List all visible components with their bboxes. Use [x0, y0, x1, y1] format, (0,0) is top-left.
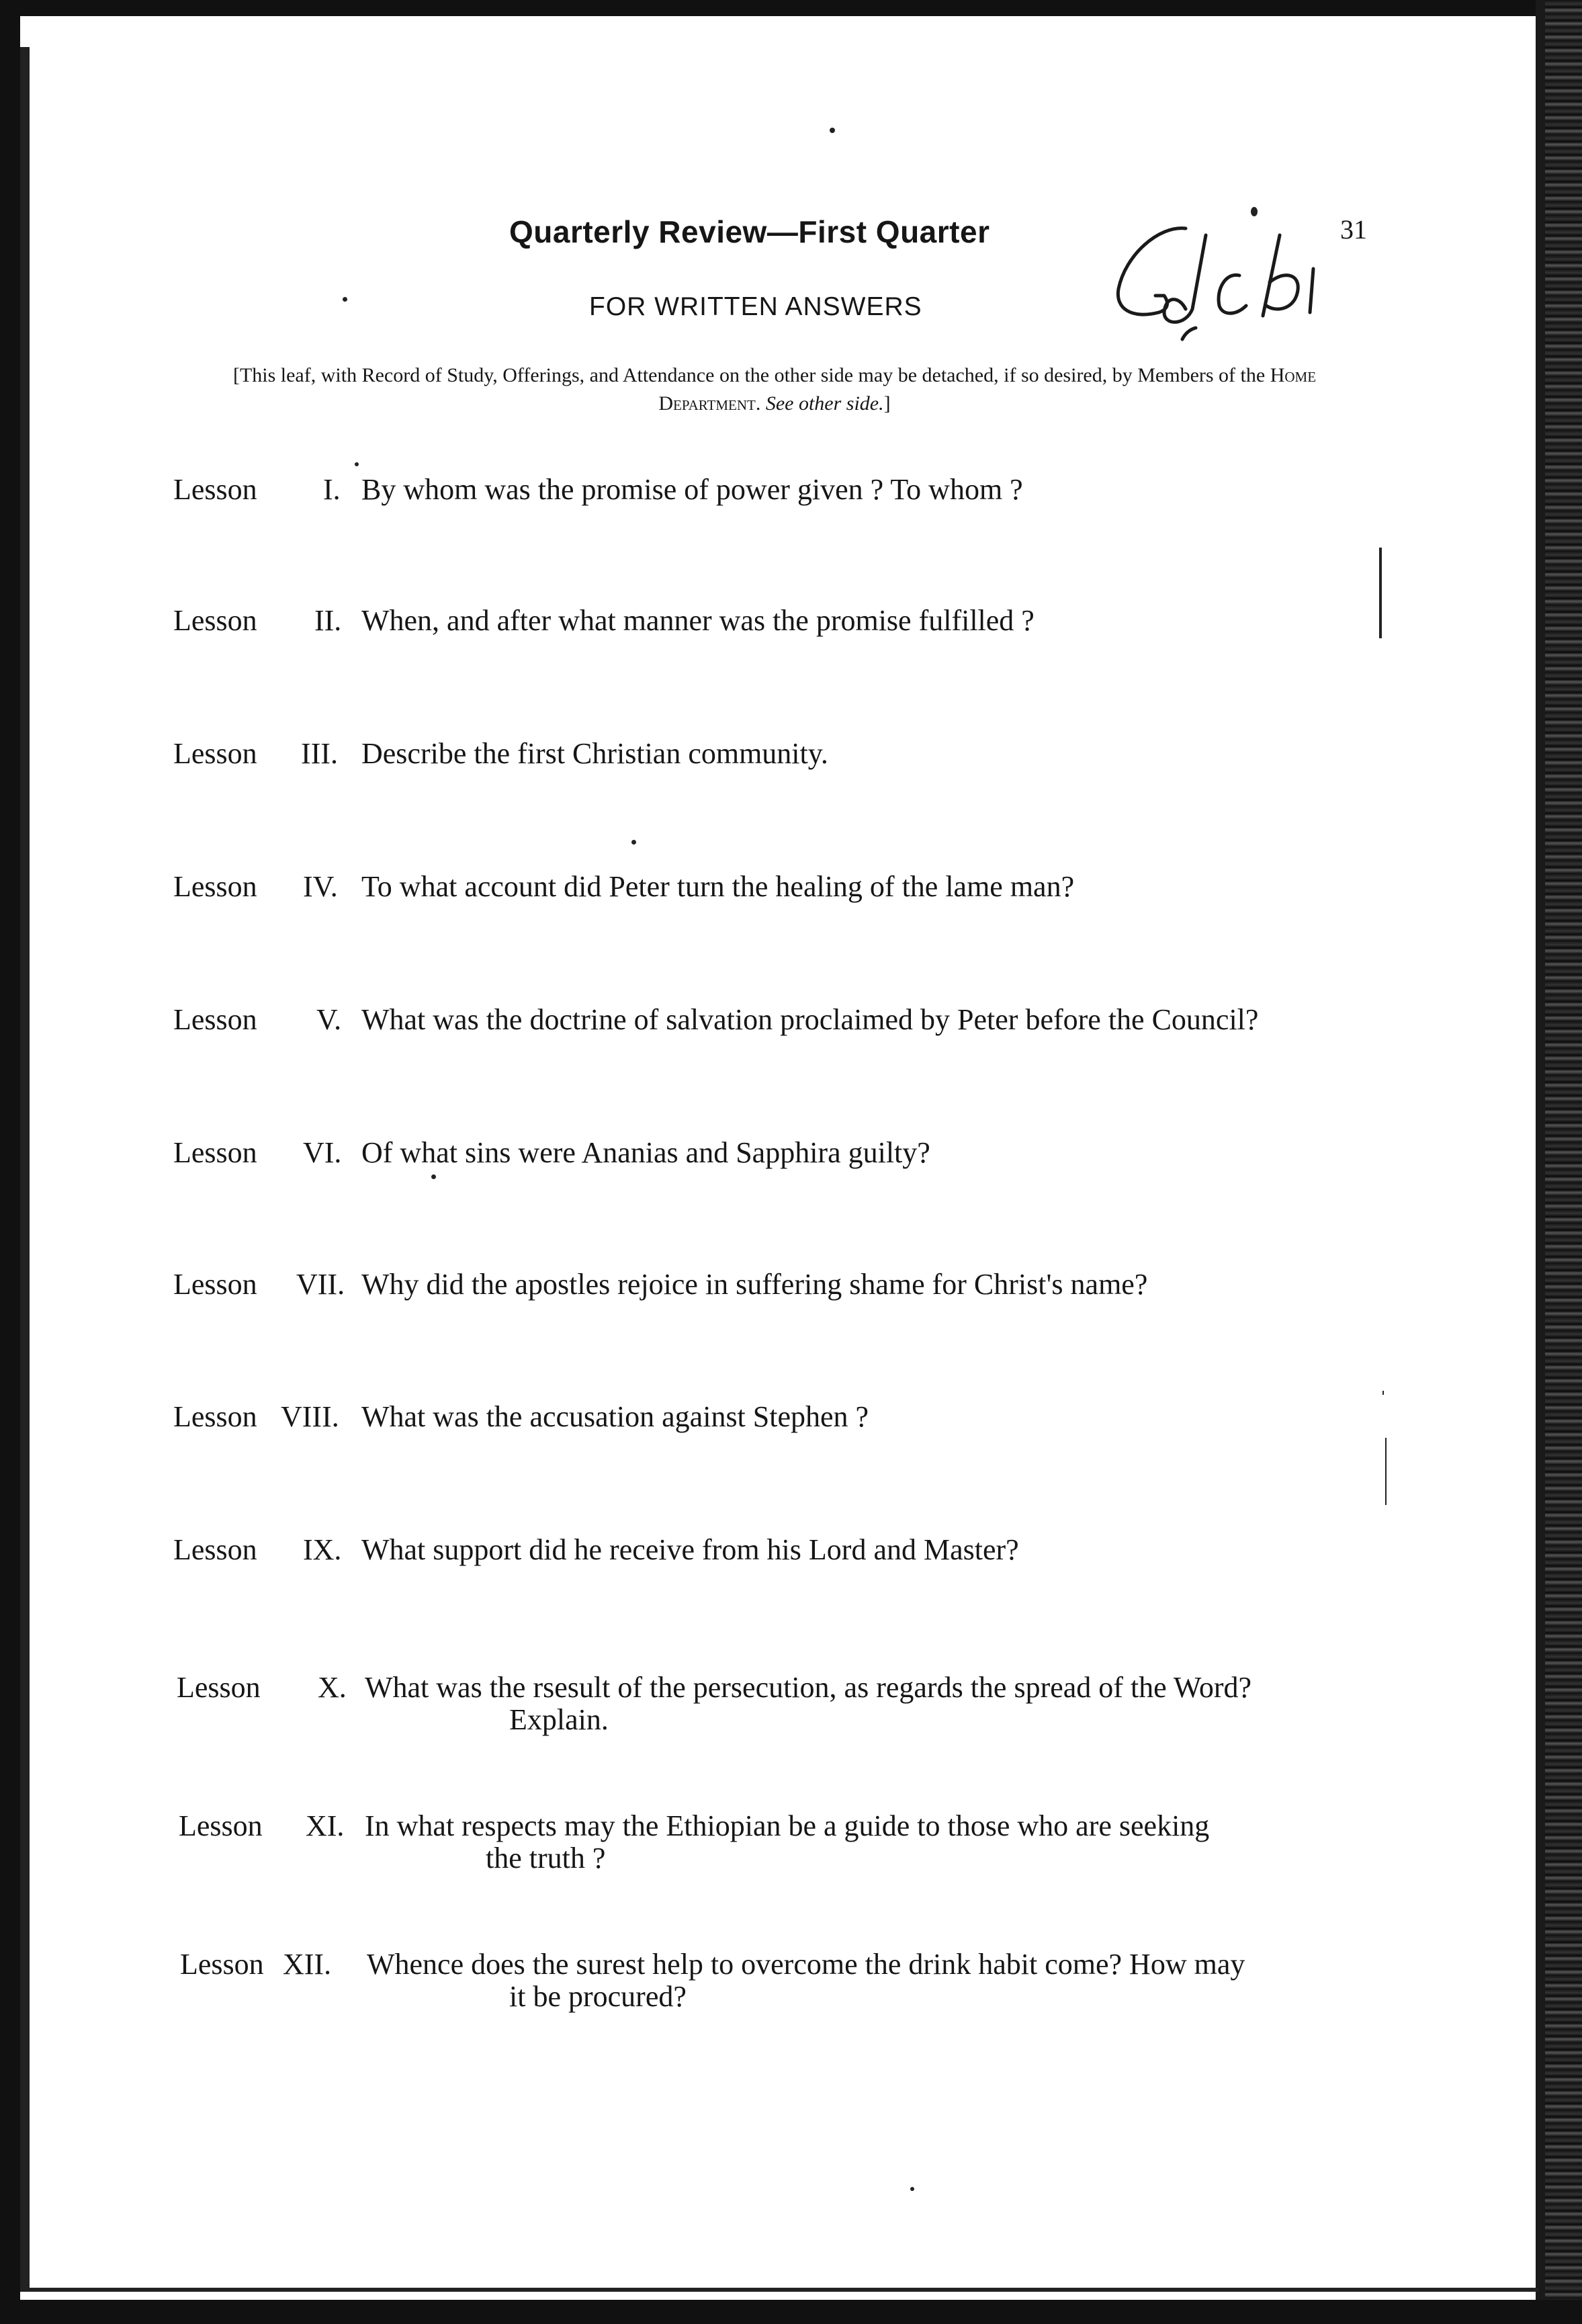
lesson-number: VIII. — [281, 1400, 339, 1433]
note-department: Home Department — [658, 364, 1317, 415]
lesson-question: What support did he receive from his Lord and Master? — [361, 1533, 1019, 1566]
lesson-label: Lesson — [173, 737, 257, 770]
page-title: Quarterly Review—First Quarter — [509, 214, 990, 249]
lesson-question: Whence does the surest help to overcome the drink habit come? How may — [367, 1948, 1245, 1981]
note-text-separator: . — [755, 392, 766, 415]
lesson-question: What was the accusation against Stephen ? — [361, 1400, 869, 1433]
scan-border-top — [0, 0, 1582, 16]
lesson-question: To what account did Peter turn the healing of the lame man? — [361, 870, 1075, 903]
scan-border-left — [0, 0, 20, 2324]
lesson-question: Describe the first Christian community. — [361, 737, 828, 770]
lesson-number: II. — [314, 604, 342, 637]
scan-border-right-edge — [1536, 0, 1545, 2324]
lesson-label: Lesson — [173, 870, 257, 903]
lesson-number: X. — [318, 1671, 347, 1704]
lesson-label: Lesson — [173, 473, 257, 506]
instruction-note — [180, 361, 1369, 418]
lesson-number: I. — [323, 473, 341, 506]
lesson-label: Lesson — [173, 604, 257, 637]
lesson-question: By whom was the promise of power given ? To whom ? — [361, 473, 1023, 506]
lesson-label: Lesson — [173, 1136, 257, 1169]
lesson-question-continuation: Explain. — [509, 1703, 609, 1736]
lesson-label: Lesson — [179, 1809, 263, 1842]
scan-speck — [355, 462, 359, 466]
handwritten-signature — [1085, 195, 1340, 370]
page-number: 31 — [1340, 214, 1367, 245]
scan-border-bottom — [0, 2300, 1582, 2324]
scan-speck — [910, 2187, 914, 2191]
lesson-label: Lesson — [177, 1671, 261, 1704]
lesson-number: XI. — [306, 1809, 345, 1842]
scan-speck — [431, 1174, 436, 1179]
scan-speck — [343, 297, 347, 302]
lesson-question-continuation: it be procured? — [509, 1980, 687, 2013]
lesson-question: Why did the apostles rejoice in suffering shame for Christ's name? — [361, 1268, 1148, 1301]
lesson-question: When, and after what manner was the promise fulfilled ? — [361, 604, 1035, 637]
lesson-number: V. — [316, 1003, 342, 1036]
note-text-end: ] — [883, 392, 891, 415]
lesson-label: Lesson — [173, 1268, 257, 1301]
lesson-question: What was the rsesult of the persecution, as regards the spread of the Word? — [365, 1671, 1252, 1704]
margin-mark — [1382, 1391, 1384, 1395]
lesson-question-continuation: the truth ? — [486, 1842, 606, 1875]
scan-border-right — [1545, 0, 1582, 2324]
lesson-number: IX. — [303, 1533, 342, 1566]
scan-border-left-inner — [20, 47, 30, 2291]
lesson-question: In what respects may the Ethiopian be a guide to those who are seeking — [365, 1809, 1210, 1842]
lesson-label: Lesson — [180, 1948, 264, 1981]
margin-mark — [1379, 548, 1382, 638]
lesson-question: Of what sins were Ananias and Sapphira guilty? — [361, 1136, 930, 1169]
lesson-number: IV. — [303, 870, 338, 903]
scan-border-bottom-line — [20, 2288, 1538, 2292]
lesson-number: XII. — [283, 1948, 332, 1981]
lesson-label: Lesson — [173, 1400, 257, 1433]
note-text: [This leaf, with Record of Study, Offerings, and Attendance on the other side may be detached, if so desired, by Members of the — [232, 364, 1270, 386]
margin-mark — [1385, 1438, 1387, 1505]
subtitle: FOR WRITTEN ANSWERS — [589, 292, 922, 321]
scan-speck — [631, 840, 636, 845]
lesson-number: VII. — [296, 1268, 345, 1301]
lesson-label: Lesson — [173, 1003, 257, 1036]
lesson-number: III. — [301, 737, 338, 770]
scan-speck — [830, 128, 835, 133]
lesson-label: Lesson — [173, 1533, 257, 1566]
lesson-number: VI. — [303, 1136, 342, 1169]
note-see-other-side: See other side. — [765, 392, 884, 415]
lesson-question: What was the doctrine of salvation proclaimed by Peter before the Council? — [361, 1003, 1259, 1036]
